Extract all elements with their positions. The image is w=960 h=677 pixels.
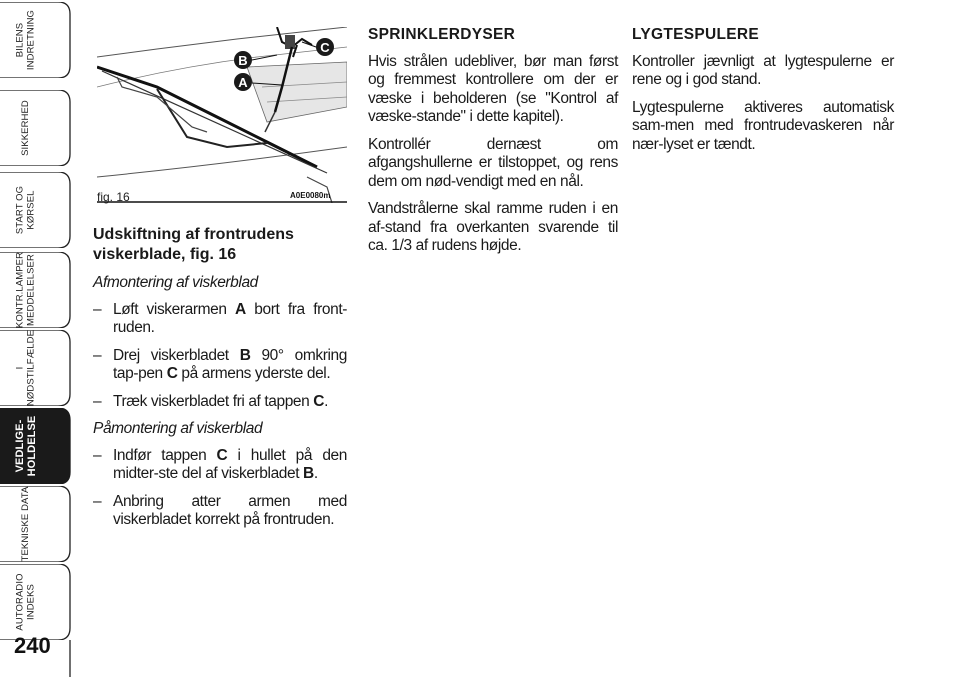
tab-label: SIKKERHED xyxy=(19,100,31,156)
paragraph: Kontrollér dernæst om afgangshullerne er tilstoppet, og rens dem om nød-vendigt med en nål. xyxy=(368,135,618,190)
figure-caption: fig. 16 xyxy=(97,190,130,204)
tab-label: AUTORADIO INDEKS xyxy=(14,573,36,631)
section-heading-wiper-blades: Udskiftning af frontrudens viskerblade, fig. 16 xyxy=(93,226,294,263)
callout-b xyxy=(234,51,252,69)
removal-subheading: Afmontering af viskerblad xyxy=(93,274,258,291)
page-number: 240 xyxy=(14,633,51,658)
paragraph: Vandstrålerne skal ramme ruden i en af-stand fra overkanten svarende til ca. 1/3 af rudens højde. xyxy=(368,200,618,254)
tab-label: I NØDSTILFÆLDE xyxy=(14,329,36,407)
column-sprinkler-nozzles xyxy=(368,26,618,265)
installation-subheading: Påmontering af viskerblad xyxy=(93,420,263,437)
section-heading-lygtespulere: LYGTESPULERE xyxy=(632,26,760,43)
tab-label: TEKNISKE DATA xyxy=(19,486,31,562)
section-tabs xyxy=(0,0,72,677)
figure-code: A0E0080m xyxy=(290,191,331,200)
tab-spine xyxy=(0,0,72,677)
tab-label: VEDLIGE- HOLDELSE xyxy=(14,415,38,477)
paragraph: Kontroller jævnligt at lygtespulerne er rene og i god stand. xyxy=(632,52,894,88)
tab-label: START OG KØRSEL xyxy=(14,185,36,235)
column-headlamp-washers xyxy=(632,26,894,163)
tab-label: BILENS INDRETNING xyxy=(14,9,36,71)
svg-text:A: A xyxy=(238,75,248,90)
paragraph: Hvis strålen udebliver, bør man først og fremmest kontrollere om der er væske i beholderen (se "Kontrol af væske-stande" i dette kapitel). xyxy=(368,52,618,125)
column-wiper-blades xyxy=(93,225,347,539)
step-item: – Indfør tappen C i hullet på den midter-ste del af viskerbladet B. xyxy=(93,446,347,482)
step-item: – Træk viskerbladet fri af tappen C. xyxy=(93,392,328,410)
svg-text:C: C xyxy=(320,40,330,55)
paragraph: Lygtespulerne aktiveres automatisk sam-men med frontrudevaskeren når nær-lyset er tændt. xyxy=(632,98,894,153)
step-item: – Løft viskerarmen A bort fra front-ruden. xyxy=(93,300,347,336)
callout-a xyxy=(234,73,252,91)
section-heading-sprinklerdyser: SPRINKLERDYSER xyxy=(368,26,516,43)
wiper-blade-illustration xyxy=(97,27,347,203)
svg-text:B: B xyxy=(238,53,248,68)
step-item: – Drej viskerbladet B 90° omkring tap-pen C på armens yderste del. xyxy=(93,346,347,382)
step-item: – Anbring atter armen med viskerbladet korrekt på frontruden. xyxy=(93,492,347,528)
callout-c xyxy=(316,38,334,56)
tab-label: KONTR.LAMPER MEDDELELSER xyxy=(14,251,36,329)
